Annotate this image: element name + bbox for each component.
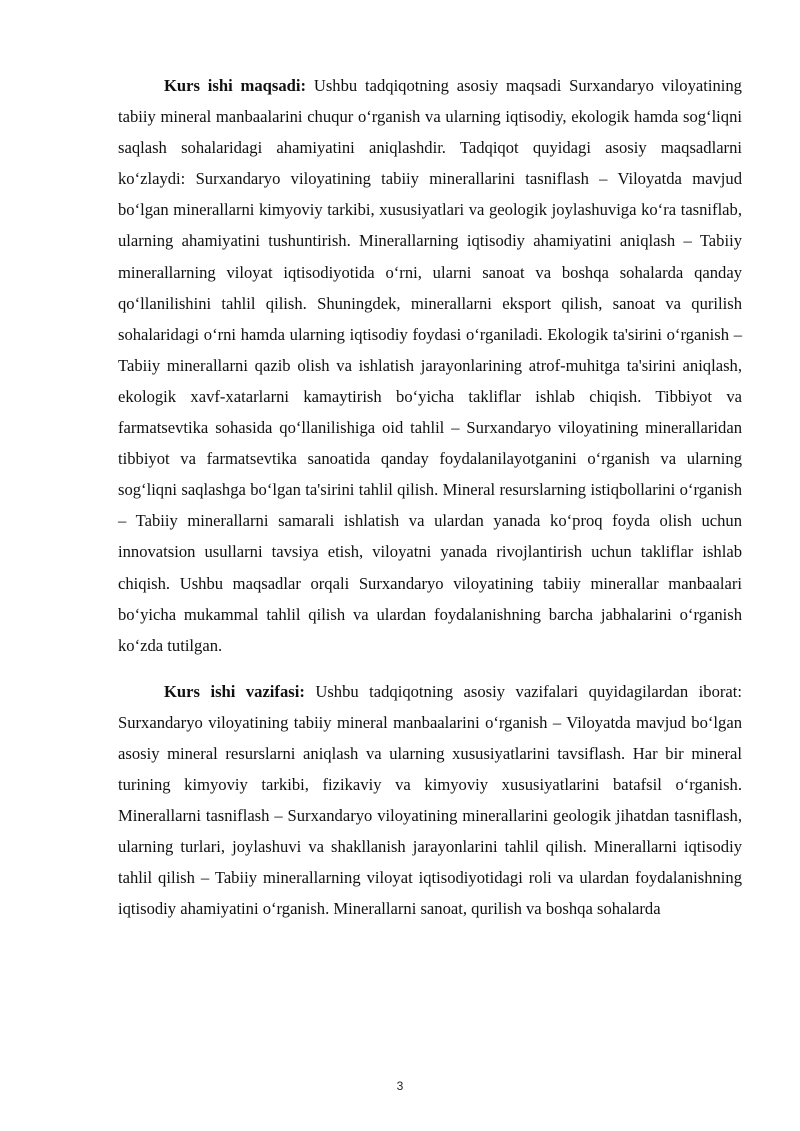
paragraph-body-tasks: Ushbu tadqiqotning asosiy vazifalari quyidagilardan iborat: Surxandaryo viloyatining tabiiy mineral manbaalarini oʻrganish – Viloyatda mavjud boʻlgan asosiy mineral resurslarni aniqlash va ularning xususiyatlarini tavsiflash. Har bir mineral turining kimyoviy tarkibi, fizikaviy va kimyoviy xususiyatlarini batafsil oʻrganish. Minerallarni tasniflash – Surxandaryo viloyatining minerallarini geologik jihatdan tasniflash, ularning turlari, joylashuvi va shakllanish jarayonlarini tahlil qilish. Minerallarni iqtisodiy tahlil qilish – Tabiiy minerallarning viloyat iqtisodiyotidagi roli va ulardan foydalanishning iqtisodiy ahamiyatini oʻrganish. Minerallarni sanoat, qurilish va boshqa sohalarda: [118, 681, 742, 919]
document-page: [118, 70, 742, 925]
paragraph-body-goal: Ushbu tadqiqotning asosiy maqsadi Surxandaryo viloyatining tabiiy mineral manbaalarini chuqur oʻrganish va ularning iqtisodiy, ekologik hamda sogʻliqni saqlash sohalaridagi ahamiyatini aniqlashdir. Tadqiqot quyidagi asosiy maqsadlarni koʻzlaydi: Surxandaryo viloyatining tabiiy minerallarini tasniflash – Viloyatda mavjud boʻlgan minerallarni kimyoviy tarkibi, xususiyatlari va geologik joylashuviga koʻra tasniflab, ularning ahamiyatini tushuntirish. Minerallarning iqtisodiy ahamiyatini aniqlash – Tabiiy minerallarning viloyat iqtisodiyotida oʻrni, ularni sanoat va boshqa sohalarda qanday qoʻllanilishini tahlil qilish. Shuningdek, minerallarni eksport qilish, sanoat va qurilish sohalaridagi oʻrni hamda ularning iqtisodiy foydasi oʻrganiladi. Ekologik ta'sirini oʻrganish – Tabiiy minerallarni qazib olish va ishlatish jarayonlarining atrof-muhitga ta'sirini aniqlash, ekologik xavf-xatarlarni kamaytirish boʻyicha takliflar ishlab chiqish. Tibbiyot va farmatsevtika sohasida qoʻllanilishiga oid tahlil – Surxandaryo viloyatining minerallaridan tibbiyot va farmatsevtika sanoatida qanday foydalanilayotganini oʻrganish va ularning sogʻliqni saqlashga boʻlgan ta'sirini tahlil qilish. Mineral resurslarning istiqbollarini oʻrganish – Tabiiy minerallarni samarali ishlatish va ulardan yanada koʻproq foyda olish uchun innovatsion usullarni tavsiya etish, viloyatni yanada rivojlantirish uchun takliflar ishlab chiqish. Ushbu maqsadlar orqali Surxandaryo viloyatining tabiiy minerallar manbaalari boʻyicha mukammal tahlil qilish va ulardan foydalanishning barcha jabhalarini oʻrganish koʻzda tutilgan.: [118, 76, 742, 655]
page-number: 3: [396, 1079, 404, 1093]
paragraph-tasks: [118, 676, 742, 925]
paragraph-heading-tasks: Kurs ishi vazifasi:: [164, 681, 305, 701]
paragraph-goal: [118, 70, 742, 661]
paragraph-heading-goal: Kurs ishi maqsadi:: [164, 76, 306, 95]
